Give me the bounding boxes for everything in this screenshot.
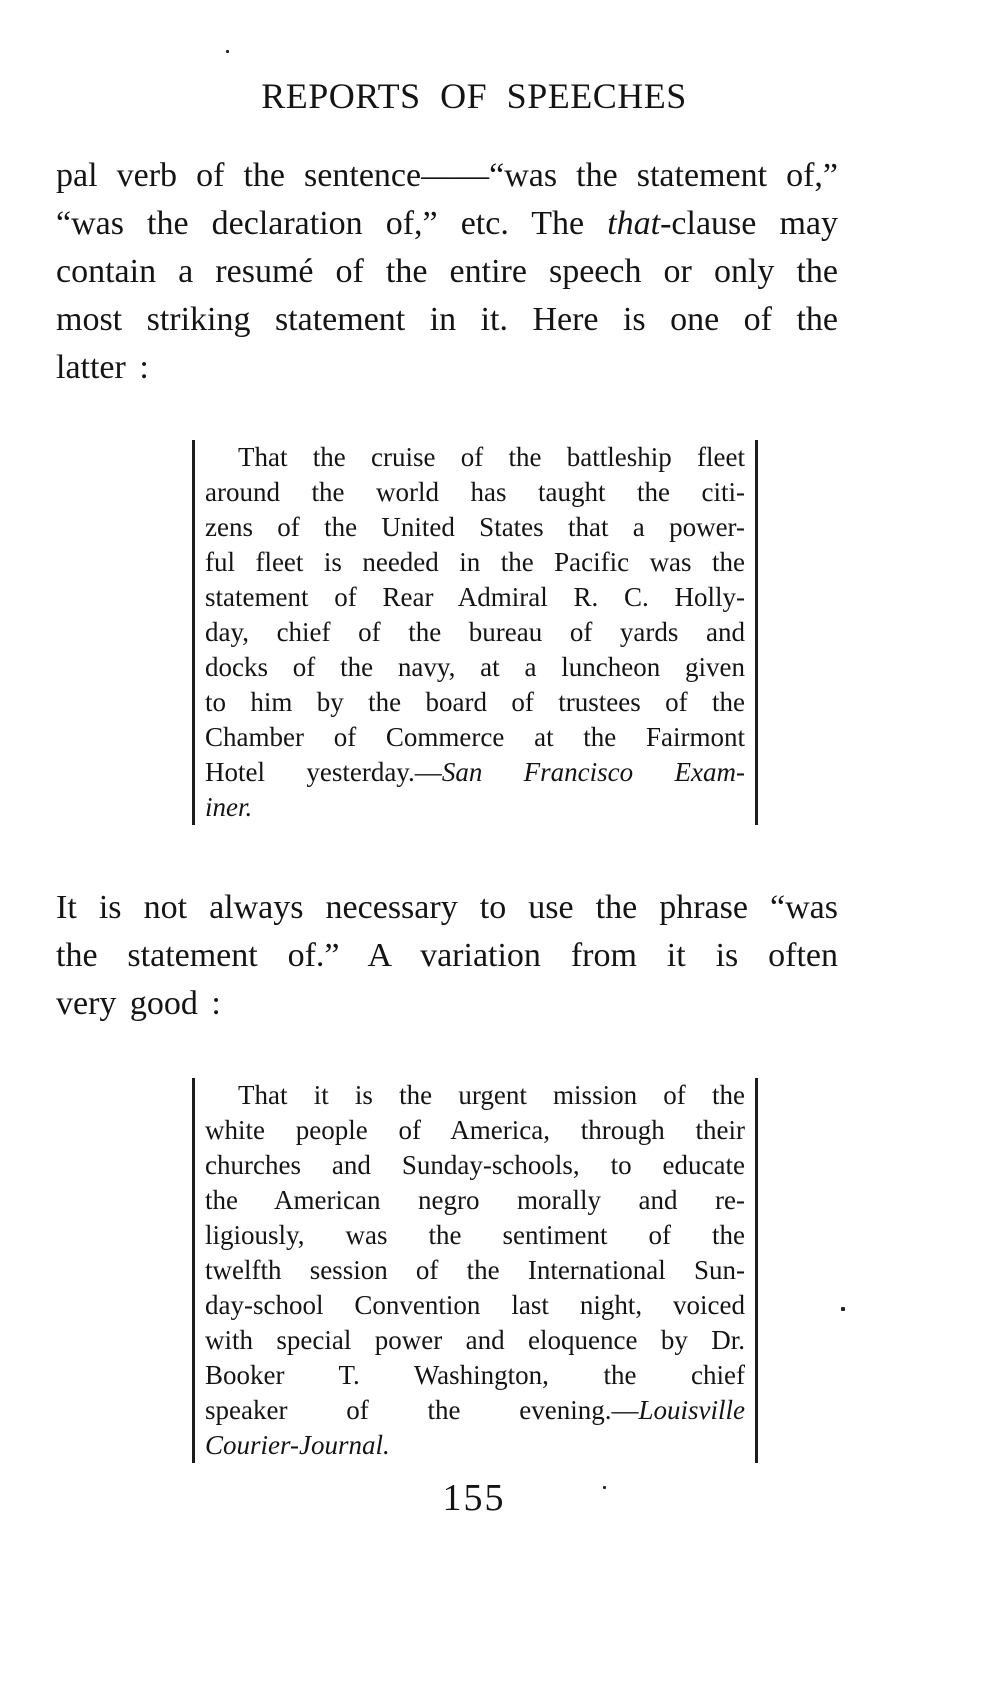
text-line [205, 650, 745, 685]
text-line [205, 1288, 745, 1323]
ink-speck-dot [603, 1486, 606, 1489]
text-line [205, 580, 745, 615]
blockquote-excerpt-2 [192, 1078, 758, 1463]
text-run: ligiously, was the sentiment of the [205, 1220, 745, 1250]
italic-text-run: iner. [205, 792, 253, 822]
text-line [56, 152, 838, 200]
text-line [205, 790, 745, 825]
text-line [205, 1218, 745, 1253]
text-run: day, chief of the bureau of yards and [205, 617, 745, 647]
text-run: docks of the navy, at a luncheon given [205, 652, 745, 682]
text-run: latter : [56, 349, 149, 386]
text-line [205, 440, 745, 475]
blockquote-excerpt-1 [192, 440, 758, 825]
text-line [205, 510, 745, 545]
text-run: speaker of the evening.— [205, 1395, 639, 1425]
text-line [56, 296, 838, 344]
text-run: the American negro morally and re- [205, 1185, 745, 1215]
text-run: churches and Sunday-schools, to educate [205, 1150, 745, 1180]
italic-text-run: San Francisco Exam- [441, 757, 745, 787]
text-line [205, 615, 745, 650]
ink-speck-dot [841, 1307, 845, 1311]
italic-text-run: Courier-Journal. [205, 1430, 390, 1460]
page-number: 155 [442, 1477, 506, 1519]
text-run: zens of the United States that a power- [205, 512, 745, 542]
text-line [56, 932, 838, 980]
text-run: statement of Rear Admiral R. C. Holly- [205, 582, 745, 612]
text-line [205, 1078, 745, 1113]
text-run: It is not always necessary to use the phrase “was [56, 889, 838, 926]
text-line [205, 755, 745, 790]
body-paragraph-1 [56, 152, 838, 392]
text-line [205, 475, 745, 510]
text-line [205, 1183, 745, 1218]
text-line [205, 1358, 745, 1393]
text-run: Booker T. Washington, the chief [205, 1360, 745, 1390]
text-run: Chamber of Commerce at the Fairmont [205, 722, 745, 752]
text-line [56, 248, 838, 296]
text-run: That the cruise of the battleship fleet [238, 442, 745, 472]
text-line [56, 200, 838, 248]
page-header: REPORTS OF SPEECHES [261, 76, 687, 116]
text-run: contain a resumé of the entire speech or only the [56, 253, 838, 290]
ink-speck-dot [226, 50, 229, 53]
text-line [205, 720, 745, 755]
text-line [56, 884, 838, 932]
text-line [205, 685, 745, 720]
text-run: day-school Convention last night, voiced [205, 1290, 745, 1320]
text-line [205, 1148, 745, 1183]
text-run: the statement of.” A variation from it is often [56, 937, 838, 974]
text-run: white people of America, through their [205, 1115, 745, 1145]
text-line [205, 1113, 745, 1148]
body-paragraph-2 [56, 884, 838, 1028]
text-run: That it is the urgent mission of the [238, 1080, 745, 1110]
text-run: to him by the board of trustees of the [205, 687, 745, 717]
text-run: very good : [56, 985, 221, 1022]
text-run: around the world has taught the citi- [205, 477, 745, 507]
text-line [56, 344, 838, 392]
text-line [205, 1393, 745, 1428]
text-line [56, 980, 838, 1028]
text-run: twelfth session of the International Sun- [205, 1255, 745, 1285]
text-run: pal verb of the sentence——“was the statement of,” [56, 157, 838, 194]
text-line [205, 545, 745, 580]
text-line [205, 1323, 745, 1358]
text-line [205, 1253, 745, 1288]
text-line [205, 1428, 745, 1463]
text-run: -clause may [660, 205, 838, 242]
text-run: Hotel yesterday.— [205, 757, 442, 787]
text-run: ful fleet is needed in the Pacific was the [205, 547, 745, 577]
italic-text-run: that [607, 205, 661, 242]
text-run: “was the declaration of,” etc. The [56, 205, 608, 242]
italic-text-run: Louisville [638, 1395, 745, 1425]
text-run: most striking statement in it. Here is one of the [56, 301, 838, 338]
text-run: with special power and eloquence by Dr. [205, 1325, 745, 1355]
